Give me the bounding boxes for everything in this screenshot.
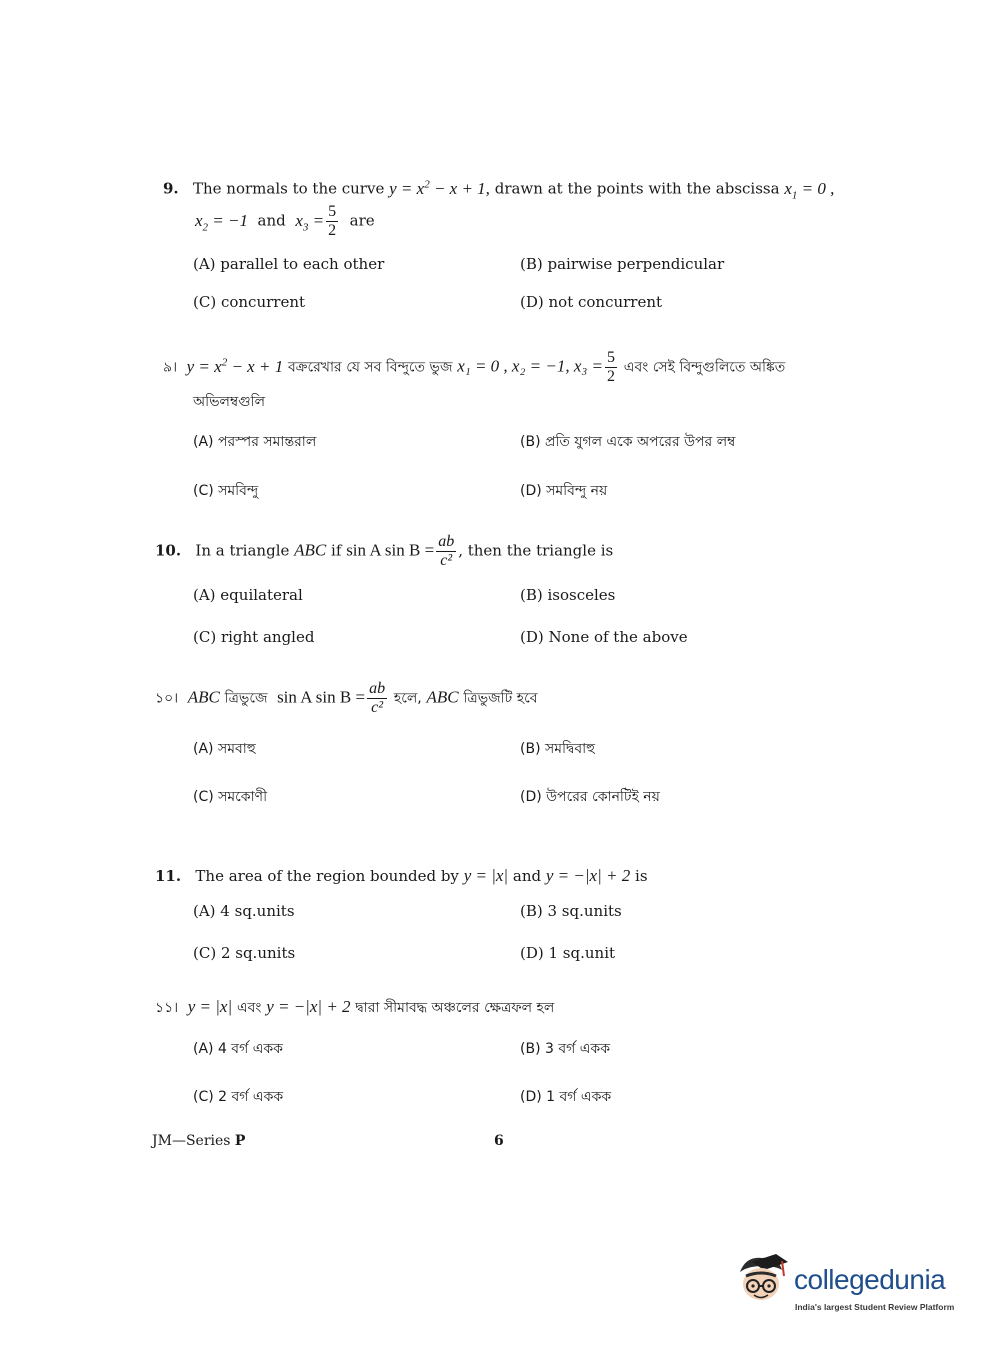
q9-are: are — [349, 211, 375, 230]
q11-and: and — [512, 867, 542, 885]
q10-text1: In a triangle — [195, 541, 290, 560]
q9-bn-option-a: (A) পরস্পর সমান্তরাল — [193, 434, 317, 450]
q10-bn-number: ১০। — [155, 690, 179, 707]
q11-bn-eq2: y = −|x| + 2 — [266, 997, 351, 1016]
q10-bn-option-a: (A) সমবাহু — [193, 741, 256, 757]
q9-equation: $y = x^2 - x + 1$, — [389, 178, 490, 198]
logo-name: collegedunia — [794, 1264, 946, 1295]
q11-bn-option-b: (B) 3 বর্গ একক — [520, 1041, 610, 1057]
q9-bn-text1: বক্ররেখার যে সব বিন্দুতে ভুজ — [287, 359, 453, 376]
q9-bn-equation: $y = x^2 - x + 1$ — [186, 355, 284, 376]
q10-bn-line1 — [155, 681, 538, 716]
q9-bn-line2: অভিলম্বগুলি — [193, 394, 266, 410]
q11-bn-option-a: (A) 4 বর্গ একক — [193, 1041, 283, 1057]
q10-fraction: $\frac{ab}{\text{c²}}$ — [438, 533, 455, 569]
q9-bn-line1 — [163, 350, 785, 385]
q10-bn-sin: sin A sin B = — [277, 687, 366, 707]
q10-number: 10. — [155, 541, 182, 560]
q9-fraction: $\frac{5}{2}$ — [328, 203, 337, 239]
q10-bn-text1: ত্রিভুজে — [224, 690, 268, 707]
q11-line1 — [155, 866, 648, 886]
footer-series — [152, 1133, 245, 1149]
q11-option-a: (A) 4 sq.units — [193, 902, 295, 920]
q11-bn-eq1: y = |x| — [187, 997, 233, 1016]
q9-and: and — [257, 211, 286, 230]
q9-bn-fraction: $\frac{5}{2}$ — [607, 349, 616, 385]
q10-bn-option-d: (D) উপরের কোনটিই নয় — [520, 789, 660, 805]
q11-number: 11. — [155, 867, 182, 885]
q10-option-a: (A) equilateral — [193, 586, 303, 604]
q10-text2: , then the triangle is — [458, 541, 614, 560]
logo-tagline: India's largest Student Review Platform — [795, 1302, 955, 1312]
q11-option-d: (D) 1 sq.unit — [520, 944, 616, 962]
q10-option-c: (C) right angled — [193, 628, 315, 646]
mascot-icon — [732, 1252, 792, 1324]
q11-bn-text: দ্বারা সীমাবদ্ধ অঞ্চলের ক্ষেত্রফল হল — [355, 1000, 555, 1016]
q9-bn-option-d: (D) সমবিন্দু নয় — [520, 483, 608, 499]
q9-text2: drawn at the points with the abscissa — [494, 179, 780, 198]
q9-bn-option-c: (C) সমবিন্দু — [193, 483, 259, 499]
q9-bn-points: x₁ = 0 , x₂ = −1, x₃ = — [457, 356, 604, 376]
q10-bn-text2: হলে, — [393, 690, 422, 707]
q11-bn-and: এবং — [236, 1000, 262, 1016]
q10-bn-text3: ত্রিভুজটি হবে — [463, 690, 538, 707]
q9-bn-text2: এবং সেই বিন্দুগুলিতে অঙ্কিত — [623, 359, 786, 376]
q10-bn-fraction: $\frac{ab}{\text{c²}}$ — [369, 680, 386, 716]
q10-option-d: (D) None of the above — [520, 628, 688, 646]
q11-is: is — [635, 867, 648, 885]
q11-option-b: (B) 3 sq.units — [520, 902, 622, 920]
q10-abc: ABC — [294, 540, 327, 560]
q9-bn-number: ৯। — [163, 359, 178, 376]
q9-option-b: (B) pairwise perpendicular — [520, 255, 725, 273]
q11-eq1: y = |x| — [463, 866, 509, 885]
q10-option-b: (B) isosceles — [520, 586, 616, 604]
q9-option-a: (A) parallel to each other — [193, 255, 385, 273]
q10-line1 — [155, 534, 613, 569]
q11-option-c: (C) 2 sq.units — [193, 944, 296, 962]
q10-sin: sin A sin B = — [346, 540, 435, 560]
collegedunia-logo — [732, 1252, 967, 1327]
footer-series-label: JM—Series — [152, 1133, 231, 1149]
q9-bn-option-b: (B) প্রতি যুগল একে অপরের উপর লম্ব — [520, 434, 736, 450]
q11-bn-option-c: (C) 2 বর্গ একক — [193, 1089, 284, 1105]
q9-text1: The normals to the curve — [192, 179, 385, 198]
q9-x2: $x_2 = -1$ — [195, 210, 248, 233]
q9-option-c: (C) concurrent — [193, 293, 306, 311]
q9-line1 — [163, 178, 834, 201]
q10-bn-abc: ABC — [187, 687, 220, 707]
q10-bn-option-c: (C) সমকোণী — [193, 789, 268, 805]
q11-bn-number: ১১। — [155, 1000, 179, 1016]
q11-text1: The area of the region bounded by — [195, 867, 459, 885]
q11-bn-option-d: (D) 1 বর্গ একক — [520, 1089, 612, 1105]
q11-bn-line1 — [155, 996, 554, 1020]
q10-bn-abc2: ABC — [426, 687, 459, 707]
q11-eq2: y = −|x| + 2 — [545, 866, 631, 885]
q10-if: if — [331, 541, 342, 560]
footer-series-letter: P — [234, 1133, 246, 1149]
q9-line2 — [195, 204, 375, 239]
page-number: 6 — [494, 1133, 504, 1149]
q9-number: 9. — [163, 179, 179, 198]
q9-x3: $x_3$ = — [295, 210, 325, 233]
q10-bn-option-b: (B) সমদ্বিবাহু — [520, 741, 596, 757]
q9-option-d: (D) not concurrent — [520, 293, 663, 311]
q9-x1: $x_1 = 0$ , — [784, 178, 835, 202]
